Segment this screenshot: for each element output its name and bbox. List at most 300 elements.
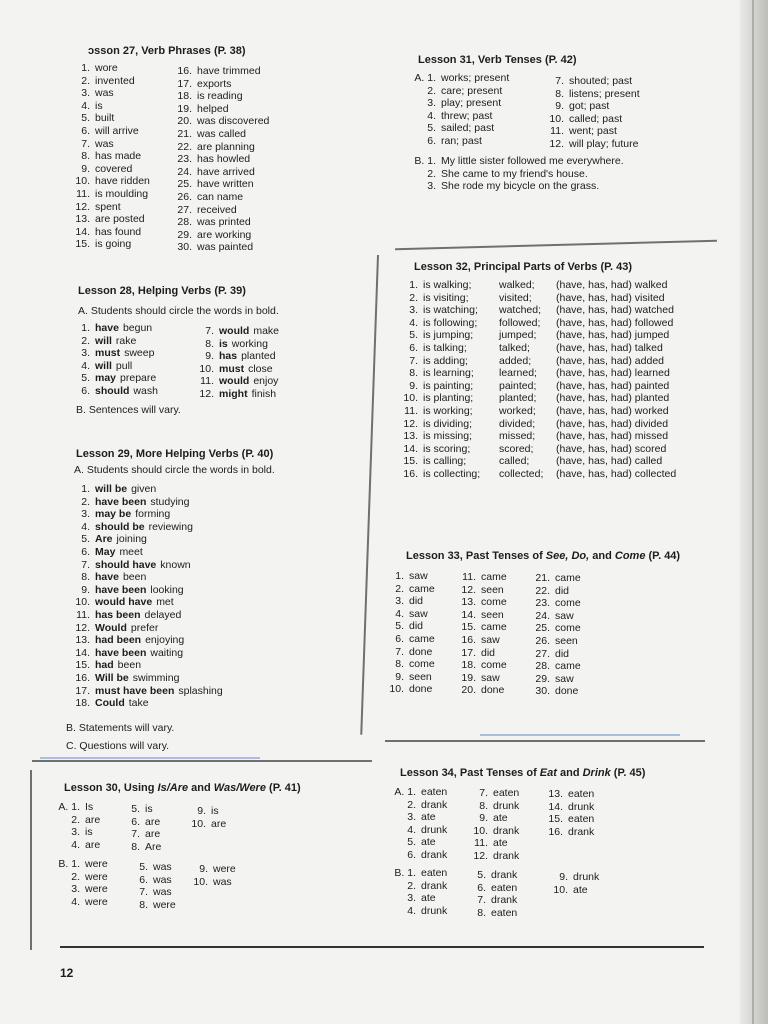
item-number: 8. — [81, 571, 90, 584]
list-item — [384, 658, 435, 671]
item-number: 2. — [407, 798, 416, 811]
item-answer: prepare — [120, 372, 157, 385]
item-number: 17. — [75, 684, 90, 697]
list-item — [188, 818, 226, 831]
item-number: 13. — [548, 788, 563, 800]
item-answer: ate — [421, 811, 436, 824]
item-answer: is painting; — [423, 379, 474, 392]
list-item — [68, 659, 223, 672]
item-answer: seen — [481, 583, 504, 596]
item-answer: did — [481, 646, 496, 659]
item-number: 3. — [81, 347, 90, 360]
lesson-29-a-note: A. Students should circle the words in bold. — [74, 464, 275, 476]
item-number: 15. — [548, 813, 563, 826]
item-number: 2. — [395, 582, 404, 595]
lesson-34-a-col-1 — [384, 786, 447, 862]
item-answer: drank — [568, 825, 595, 838]
lesson-33-title-page: (P. 44) — [645, 550, 681, 562]
item-number: 14. — [75, 225, 90, 238]
lesson-33-col-3 — [530, 572, 581, 698]
item-answer: are — [85, 838, 101, 851]
item-answer: (have, has, had) called — [556, 455, 663, 468]
item-answer: She came to my friend's house. — [441, 167, 588, 180]
item-number: 16. — [75, 671, 90, 684]
item-answer: planted; — [499, 392, 537, 405]
blue-marker-line-right — [480, 734, 680, 736]
list-item — [384, 633, 435, 646]
item-number: 7. — [409, 354, 418, 367]
item-answer: (have, has, had) visited — [556, 291, 665, 304]
lesson-34-title — [400, 767, 645, 779]
lesson-34-b-col-3 — [548, 871, 599, 896]
item-answer: were — [153, 898, 176, 911]
item-answer: been — [122, 571, 147, 584]
lesson-30-title-page: (P. 41) — [265, 782, 301, 794]
item-answer: will be — [95, 483, 128, 495]
pencil-divider-horizontal-right — [395, 240, 717, 250]
list-item — [402, 122, 509, 135]
item-number: 26. — [535, 634, 550, 647]
list-item — [68, 533, 223, 546]
item-answer: drunk — [573, 871, 600, 883]
list-item — [402, 72, 509, 85]
lesson-29-items — [68, 483, 223, 710]
list-item — [396, 304, 696, 317]
list-item — [396, 317, 696, 330]
list-item — [168, 153, 269, 166]
item-number: 15. — [75, 659, 90, 672]
list-item — [70, 322, 158, 335]
item-answer: finish — [251, 387, 277, 400]
item-answer: (have, has, had) painted — [556, 379, 670, 392]
list-item — [70, 226, 150, 239]
item-answer: helped — [197, 102, 229, 115]
list-item — [468, 837, 519, 850]
lesson-30-b-col-3 — [190, 863, 236, 888]
item-number: 4. — [407, 904, 416, 917]
item-answer: collected; — [499, 467, 544, 480]
item-answer: studying — [150, 495, 190, 508]
list-item — [384, 892, 447, 905]
item-number: 11. — [550, 125, 564, 138]
item-number: 2. — [71, 870, 80, 883]
list-item — [190, 325, 279, 338]
list-item — [540, 75, 640, 88]
list-item — [530, 635, 581, 648]
item-answer: has howled — [197, 153, 251, 166]
list-item — [168, 166, 269, 179]
item-answer: added; — [499, 354, 532, 367]
lesson-30-b-col-2 — [130, 861, 176, 911]
list-item — [396, 380, 696, 393]
item-number: 10. — [389, 683, 404, 696]
list-item — [456, 659, 507, 672]
item-answer: done — [555, 685, 579, 698]
list-item — [122, 841, 161, 854]
item-answer: have written — [197, 178, 254, 191]
list-item — [70, 62, 150, 75]
item-answer: prefer — [130, 621, 159, 634]
item-number: 10. — [403, 392, 418, 405]
item-answer: ate — [493, 812, 508, 825]
item-answer: spent — [95, 200, 121, 213]
lesson-27-col-2 — [168, 65, 269, 254]
list-item — [456, 571, 507, 584]
item-number: 7. — [395, 645, 404, 658]
list-item — [70, 100, 150, 113]
item-answer: (have, has, had) watched — [556, 304, 674, 317]
item-number: 15. — [461, 621, 476, 634]
list-item — [384, 646, 435, 659]
item-answer: are posted — [95, 213, 145, 226]
item-number: 3. — [407, 892, 416, 905]
item-answer: ate — [573, 883, 588, 896]
item-number: 5. — [139, 861, 148, 873]
item-answer: eaten — [493, 787, 520, 799]
item-number: 12. — [473, 849, 488, 862]
item-number: 6. — [81, 545, 90, 558]
item-answer: came — [481, 571, 507, 583]
list-item — [384, 811, 447, 824]
list-item — [168, 216, 269, 229]
item-answer: divided; — [499, 417, 536, 430]
item-answer: was — [153, 861, 172, 873]
item-number: 1. — [395, 570, 404, 582]
item-answer: is jumping; — [423, 329, 474, 342]
list-item — [468, 787, 519, 800]
list-item — [168, 65, 269, 78]
lesson-34-title-and: and — [556, 767, 583, 779]
item-number: 17. — [177, 77, 192, 90]
lesson-34-title-eat: Eat — [539, 767, 557, 779]
item-number: 6. — [477, 881, 486, 894]
list-item — [466, 894, 517, 907]
item-number: B. 1. — [58, 858, 80, 870]
item-number: 3. — [407, 811, 416, 824]
item-number: 6. — [407, 848, 416, 861]
list-item — [456, 634, 507, 647]
item-answer: waiting — [150, 646, 184, 659]
list-item — [530, 622, 581, 635]
item-number: 10. — [199, 362, 214, 375]
item-number: 11. — [76, 187, 90, 200]
item-answer: threw; past — [441, 109, 493, 122]
list-item — [540, 113, 640, 126]
list-item — [402, 135, 509, 148]
item-number: 28. — [177, 216, 192, 229]
item-number: 4. — [407, 823, 416, 836]
list-item — [70, 175, 150, 188]
item-answer: should — [95, 384, 130, 397]
list-item — [70, 372, 158, 385]
item-number: 7. — [81, 558, 90, 571]
list-item — [50, 839, 100, 852]
item-answer: (have, has, had) collected — [556, 467, 677, 480]
item-answer: (have, has, had) planted — [556, 392, 670, 405]
item-number: 8. — [205, 337, 214, 350]
list-item — [68, 634, 223, 647]
lesson-34-title-text: Lesson 34, Past Tenses of — [400, 767, 540, 779]
item-answer: is missing; — [423, 430, 473, 443]
item-number: 18. — [461, 659, 476, 672]
item-number: 9. — [205, 350, 214, 363]
item-number: 23. — [177, 153, 192, 166]
list-item — [190, 363, 279, 376]
item-number: 3. — [427, 97, 436, 110]
scan-edge — [740, 0, 768, 1024]
item-answer: sweep — [124, 347, 155, 360]
item-number: 3. — [81, 508, 90, 521]
item-number: 7. — [139, 886, 148, 899]
item-answer: pull — [115, 359, 133, 372]
item-answer: should have — [95, 558, 157, 571]
item-number: B. 1. — [394, 867, 416, 879]
item-number: 20. — [177, 115, 192, 128]
list-item — [70, 335, 158, 348]
list-item — [402, 168, 624, 181]
item-number: 11. — [404, 404, 418, 417]
list-item — [68, 647, 223, 660]
list-item — [122, 828, 161, 841]
item-number: 29. — [177, 228, 192, 241]
item-number: 6. — [139, 873, 148, 886]
lesson-28-col-2 — [190, 325, 279, 401]
list-item — [68, 609, 223, 622]
list-item — [543, 788, 594, 801]
list-item — [130, 874, 176, 887]
item-answer: enjoy — [253, 375, 279, 388]
item-answer: ate — [493, 837, 508, 850]
list-item — [68, 672, 223, 685]
item-answer: will — [95, 359, 112, 372]
item-number: 6. — [409, 341, 418, 354]
item-answer: is following; — [423, 316, 478, 329]
pencil-divider-horizontal-mid — [385, 740, 705, 742]
list-item — [168, 90, 269, 103]
item-number: A. 1. — [58, 801, 80, 813]
item-number: 6. — [427, 134, 436, 147]
item-answer: have — [95, 571, 119, 584]
list-item — [530, 610, 581, 623]
list-item — [50, 871, 108, 884]
item-number: A. 1. — [394, 786, 416, 798]
pencil-divider-vertical-right — [360, 255, 378, 735]
list-item — [530, 572, 581, 585]
item-answer: did — [409, 595, 424, 608]
item-number: 4. — [427, 109, 436, 122]
item-answer: met — [156, 596, 174, 609]
item-number: 24. — [177, 165, 192, 178]
list-item — [70, 347, 158, 360]
item-answer: drank — [421, 848, 448, 861]
item-answer: was — [153, 873, 172, 886]
list-item — [384, 595, 435, 608]
list-item — [466, 882, 517, 895]
item-answer: listens; present — [569, 87, 640, 100]
item-answer: seen — [555, 634, 578, 647]
item-answer: come — [481, 596, 507, 609]
item-answer: is reading — [197, 90, 243, 103]
list-item — [384, 583, 435, 596]
lesson-33-title-text: Lesson 33, Past Tenses of — [406, 550, 546, 562]
item-answer: eaten — [568, 813, 595, 826]
item-answer: came — [409, 632, 435, 645]
item-number: 6. — [81, 384, 90, 397]
list-item — [188, 805, 226, 818]
item-number: 12. — [403, 417, 418, 430]
item-answer: would — [219, 375, 250, 388]
lesson-34-a-col-3 — [543, 788, 594, 838]
item-answer: eaten — [568, 788, 595, 800]
list-item — [70, 213, 150, 226]
list-item — [402, 97, 509, 110]
list-item — [468, 800, 519, 813]
item-answer: come — [555, 597, 581, 610]
lesson-33-title-come: Come — [614, 550, 646, 562]
item-number: 4. — [71, 895, 80, 908]
list-item — [70, 238, 150, 251]
item-number: 17. — [461, 646, 476, 659]
list-item — [384, 799, 447, 812]
item-answer: may be — [95, 508, 132, 521]
list-item — [168, 178, 269, 191]
list-item — [456, 672, 507, 685]
list-item — [68, 571, 223, 584]
list-item — [396, 392, 696, 405]
item-number: 9. — [395, 670, 404, 683]
item-answer: talked; — [499, 341, 530, 354]
list-item — [168, 204, 269, 217]
item-answer: Are — [145, 840, 162, 853]
lesson-29-title: Lesson 29, More Helping Verbs (P. 40) — [76, 448, 274, 460]
item-answer: missed; — [499, 430, 536, 443]
item-answer: are — [145, 828, 161, 841]
list-item — [68, 685, 223, 698]
list-item — [190, 876, 236, 889]
list-item — [384, 836, 447, 849]
item-answer: seen — [481, 608, 504, 621]
item-answer: has found — [95, 225, 142, 238]
item-answer: has made — [95, 150, 142, 163]
item-number: 10. — [473, 824, 488, 837]
item-number: 21. — [535, 572, 550, 584]
list-item — [548, 871, 599, 884]
item-number: 8. — [479, 799, 488, 812]
list-item — [456, 684, 507, 697]
item-number: 9. — [199, 863, 208, 875]
item-number: 7. — [81, 137, 90, 150]
item-answer: May — [95, 545, 116, 558]
list-item — [50, 826, 100, 839]
item-number: 12. — [75, 621, 90, 634]
item-answer: make — [253, 325, 280, 337]
list-item — [530, 673, 581, 686]
item-number: 6. — [131, 815, 140, 828]
list-item — [50, 801, 100, 814]
item-number: 10. — [75, 175, 90, 188]
item-number: 22. — [535, 584, 550, 597]
item-number: A. 1. — [414, 72, 436, 84]
item-answer: come — [555, 622, 581, 635]
item-number: 9. — [81, 162, 90, 175]
list-item — [402, 110, 509, 123]
item-answer: came — [409, 582, 435, 595]
item-answer: done — [409, 683, 433, 696]
item-answer: enjoying — [145, 634, 185, 647]
lesson-30-title-and: and — [188, 782, 214, 794]
lesson-30-b-col-1 — [50, 858, 108, 908]
item-number: 5. — [81, 112, 90, 125]
item-number: 10. — [193, 875, 208, 888]
item-number: 8. — [131, 840, 140, 853]
item-answer: Will be — [95, 671, 129, 684]
item-answer: is adding; — [423, 354, 468, 367]
lesson-30-a-col-3 — [188, 805, 226, 830]
lesson-29-b-note: B. Statements will vary. — [66, 722, 175, 734]
item-number: 10. — [553, 883, 568, 896]
list-item — [384, 824, 447, 837]
item-answer: received — [197, 203, 237, 216]
item-answer: (have, has, had) talked — [556, 341, 663, 354]
list-item — [466, 869, 517, 882]
item-number: 4. — [81, 520, 90, 533]
list-item — [168, 103, 269, 116]
item-number: 13. — [403, 430, 418, 443]
blue-marker-line — [40, 757, 260, 759]
lesson-30-title — [64, 782, 301, 794]
item-number: 2. — [407, 879, 416, 892]
item-answer: is talking; — [423, 341, 467, 354]
item-answer: was — [213, 875, 232, 888]
list-item — [68, 697, 223, 710]
list-item — [396, 455, 696, 468]
lesson-28-col-1 — [70, 322, 158, 398]
list-item — [396, 405, 696, 418]
item-answer: is scoring; — [423, 442, 471, 455]
list-item — [70, 112, 150, 125]
item-answer: come — [409, 658, 435, 671]
list-item — [543, 813, 594, 826]
item-answer: must have been — [95, 684, 175, 697]
item-number: 14. — [403, 442, 418, 455]
item-number: 27. — [535, 647, 550, 660]
item-answer: got; past — [569, 100, 610, 113]
item-number: 9. — [559, 871, 568, 883]
list-item — [384, 905, 447, 918]
item-answer: have ridden — [95, 175, 150, 188]
item-number: 14. — [461, 608, 476, 621]
item-answer: eaten — [491, 881, 518, 894]
list-item — [168, 191, 269, 204]
list-item — [384, 683, 435, 696]
item-number: 3. — [427, 180, 436, 193]
lesson-31-col-2 — [540, 75, 640, 151]
item-answer: are working — [197, 228, 252, 241]
item-answer: did — [555, 647, 570, 660]
item-answer: is — [85, 826, 93, 839]
item-answer: done — [481, 684, 505, 697]
item-answer: saw — [555, 672, 574, 685]
item-answer: are — [211, 817, 227, 830]
item-answer: ran; past — [441, 134, 482, 147]
item-answer: drank — [491, 869, 518, 881]
list-item — [456, 609, 507, 622]
item-number: 27. — [177, 203, 192, 216]
item-answer: ate — [421, 892, 436, 905]
item-answer: is planting; — [423, 392, 474, 405]
lesson-34-a-col-2 — [468, 787, 519, 863]
item-answer: watched; — [499, 304, 542, 317]
